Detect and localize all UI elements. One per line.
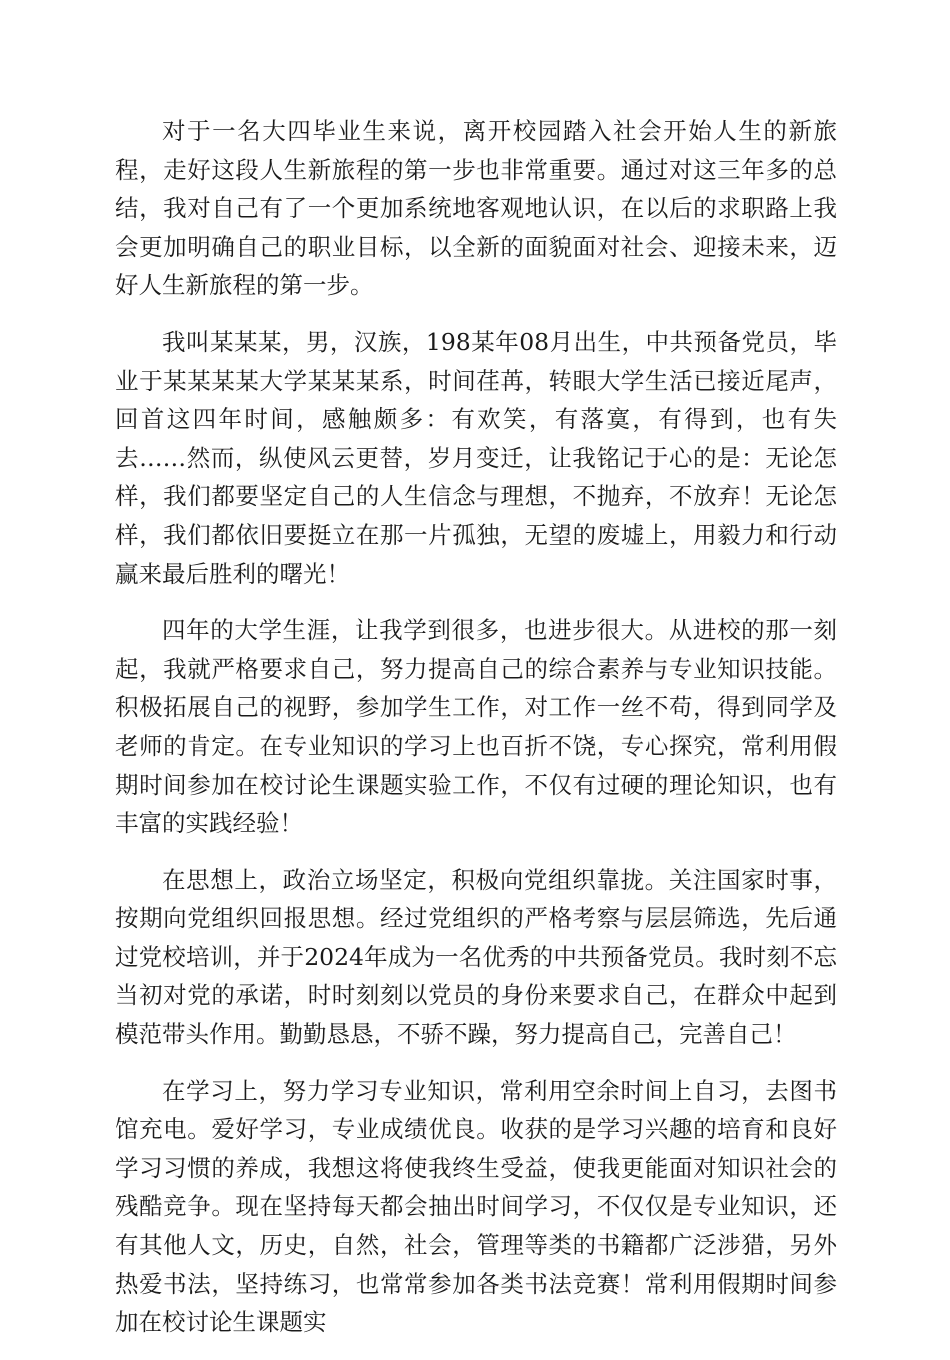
paragraph-study: 在学习上，努力学习专业知识，常利用空余时间上自习，去图书馆充电。爱好学习，专业成绩优良。收获的是学习兴趣的培育和良好学习习惯的养成，我想这将使我终生受益，使我更能面对知识社会的残酷竞争。现在坚持每天都会抽出时间学习，不仅仅是专业知识，还有其他人文，历史，自然，社会，管理等类的书籍都广泛涉猎，另外热爱书法，坚持练习，也常常参加各类书法竞赛！常利用假期时间参加在校讨论生课题实 [115,1076,837,1337]
paragraph-intro: 对于一名大四毕业生来说，离开校园踏入社会开始人生的新旅程，走好这段人生新旅程的第一步也非常重要。通过对这三年多的总结，我对自己有了一个更加系统地客观地认识，在以后的求职路上我会更加明确自己的职业目标，以全新的面貌面对社会、迎接未来，迈好人生新旅程的第一步。 [115,117,837,300]
paragraph-self-introduction: 我叫某某某，男，汉族，198某年08月出生，中共预备党员，毕业于某某某某大学某某某系，时间荏苒，转眼大学生活已接近尾声，回首这四年时间，感触颇多：有欢笑，有落寞，有得到，也有失去……然而，纵使风云更替，岁月变迁，让我铭记于心的是：无论怎样，我们都要坚定自己的人生信念与理想，不抛弃，不放弃！无论怎样，我们都依旧要挺立在那一片孤独，无望的废墟上，用毅力和行动赢来最后胜利的曙光！ [115,327,837,588]
document-body [115,112,837,1360]
paragraph-university-career: 四年的大学生涯，让我学到很多，也进步很大。从进校的那一刻起，我就严格要求自己，努力提高自己的综合素养与专业知识技能。积极拓展自己的视野，参加学生工作，对工作一丝不苟，得到同学及老师的肯定。在专业知识的学习上也百折不饶，专心探究，常利用假期时间参加在校讨论生课题实验工作，不仅有过硬的理论知识，也有丰富的实践经验！ [115,616,837,838]
paragraph-political-thought: 在思想上，政治立场坚定，积极向党组织靠拢。关注国家时事，按期向党组织回报思想。经过党组织的严格考察与层层筛选，先后通过党校培训，并于2024年成为一名优秀的中共预备党员。我时刻不忘当初对党的承诺，时时刻刻以党员的身份来要求自己，在群众中起到模范带头作用。勤勤恳恳，不骄不躁，努力提高自己，完善自己！ [115,865,837,1049]
